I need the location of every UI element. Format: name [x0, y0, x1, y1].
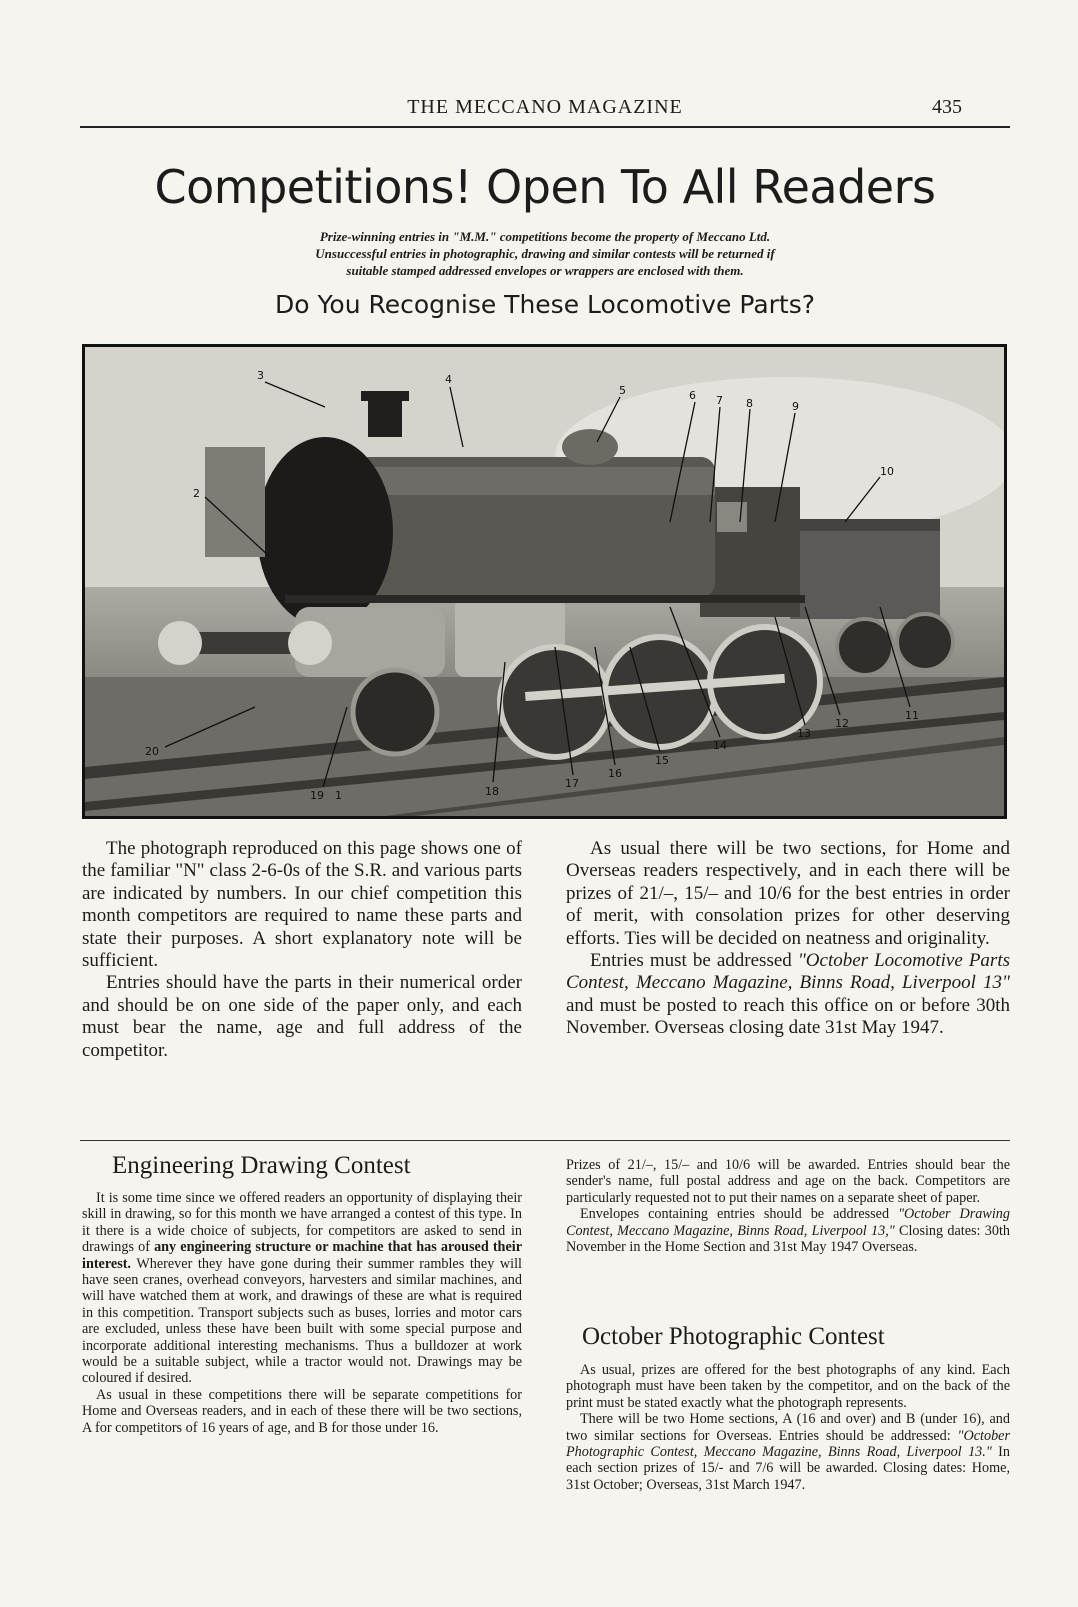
photo-label: 7 — [716, 394, 723, 407]
text-run: In each section prizes of 15/- and 7/6 will be awarded. Closing dates: Home, 31st October; Overseas, 31st March 1947. — [566, 1444, 1010, 1493]
locomotive-illustration — [85, 347, 1004, 816]
text-run: It is some time since we offered readers an opportunity of displaying their skill in drawing, so for this month we have arranged a contest of this type. In it there is a wide choice of subjects, for competitors are asked to send in drawings of — [82, 1190, 522, 1256]
paragraph: As usual, prizes are offered for the best photographs of any kind. Each photograph must have been taken by the competitor, and on the back of the print must be stated exactly what the photograph represents. — [566, 1362, 1010, 1411]
competition-rules — [130, 228, 960, 279]
text-run: Closing dates: 30th November in the Home Section and 31st May 1947 Overseas. — [566, 1222, 1010, 1256]
contest-address: "October Photographic Contest, Meccano Magazine, Binns Road, Liverpool 13." — [566, 1427, 1010, 1461]
contest-address: "October Drawing Contest, Meccano Magazine, Binns Road, Liverpool 13," — [566, 1206, 1010, 1239]
page-title: Competitions! Open To All Readers — [154, 160, 936, 214]
paragraph: Entries should have the parts in their numerical order and should be on one side of the paper only, and each must bear the name, age and full address of the competitor. — [82, 972, 522, 1061]
text-run: and must be posted to reach this office on or before 30th November. Overseas closing date 31st May 1947. — [566, 994, 1010, 1039]
photo-label: 9 — [792, 400, 799, 413]
text-run: There will be two Home sections, A (16 and over) and B (under 16), and two similar sections for Overseas. Entries should be addressed: — [566, 1411, 1010, 1444]
photo-label: 2 — [193, 487, 200, 500]
magazine-name: THE MECCANO MAGAZINE — [407, 96, 683, 118]
paragraph — [566, 1411, 1010, 1493]
subject-emphasis: any engineering structure or machine that has aroused their interest. — [82, 1239, 522, 1272]
rules-line: suitable stamped addressed envelopes or wrappers are enclosed with them. — [346, 263, 744, 278]
photo-label: 13 — [797, 727, 811, 740]
paragraph: As usual in these competitions there will be separate competitions for Home and Overseas readers, and in each of these there will be two sections, A for competitors of 16 years of age, and B for those under 16. — [82, 1386, 522, 1436]
photo-label: 3 — [257, 369, 264, 382]
photo-label: 5 — [619, 384, 626, 397]
paragraph — [566, 1206, 1010, 1255]
locomotive-contest-right-column — [566, 838, 1010, 1040]
locomotive-photo — [82, 344, 1007, 819]
photo-label: 18 — [485, 785, 499, 798]
drawing-contest-title: Engineering Drawing Contest — [112, 1152, 411, 1179]
locomotive-contest-left-column — [82, 838, 522, 1062]
photo-label: 19 — [310, 789, 324, 802]
page-number: 435 — [932, 96, 962, 118]
photo-label: 6 — [689, 389, 696, 402]
paragraph: As usual there will be two sections, for Home and Overseas readers respectively, and in each there will be prizes of 21/–, 15/– and 10/6 for the best entries in order of merit, with consolation prizes for other deserving efforts. Ties will be decided on neatness and originality. — [566, 838, 1010, 949]
photo-contest-column — [566, 1362, 1010, 1493]
photo-label: 20 — [145, 745, 159, 758]
photo-label: 8 — [746, 397, 753, 410]
photo-label: 12 — [835, 717, 849, 730]
drawing-contest-right-column — [566, 1157, 1010, 1255]
text-run: Envelopes containing entries should be addressed — [580, 1206, 899, 1223]
paragraph — [566, 950, 1010, 1040]
photo-label: 11 — [905, 709, 919, 722]
photo-label: 15 — [655, 754, 669, 767]
photo-label: 1 — [335, 789, 342, 802]
rules-line: Prize-winning entries in "M.M." competitions become the property of Meccano Ltd. — [319, 229, 771, 244]
section-divider — [80, 1140, 1010, 1141]
photo-label: 10 — [880, 465, 894, 478]
photo-label: 16 — [608, 767, 622, 780]
photo-label: 17 — [565, 777, 579, 790]
contest-address: "October Locomotive Parts Contest, Meccano Magazine, Binns Road, Liverpool 13" — [566, 950, 1010, 994]
text-run: Entries must be addressed — [590, 950, 798, 972]
locomotive-contest-title: Do You Recognise These Locomotive Parts? — [274, 290, 816, 319]
rules-line: Unsuccessful entries in photographic, drawing and similar contests will be returned if — [315, 246, 775, 261]
paragraph: The photograph reproduced on this page shows one of the familiar "N" class 2-6-0s of the S.R. and various parts are indicated by numbers. In our chief competition this month competitors are required to name these parts and state their purposes. A short explanatory note will be sufficient. — [82, 838, 522, 972]
photo-contest-title: October Photographic Contest — [582, 1323, 885, 1350]
running-head — [80, 96, 1010, 128]
drawing-contest-left-column — [82, 1190, 522, 1436]
photo-label: 14 — [713, 739, 727, 752]
photo-label: 4 — [445, 373, 452, 386]
paragraph: Prizes of 21/–, 15/– and 10/6 will be awarded. Entries should bear the sender's name, full postal address and age on the back. Competitors are particularly requested not to put their names on a separate sheet of paper. — [566, 1157, 1010, 1206]
text-run: Wherever they have gone during their summer rambles they will have seen cranes, overhead conveyors, harvesters and similar machines, and will have watched them at work, and drawings of these are what is required in this competition. Transport subjects such as buses, lorries and motor cars are excluded, unless these have been built with some special purpose and incorporate additional interesting mechanisms. Thus a bulldozer at work would be a suitable subject, while a tractor would not. Drawings may be coloured if desired. — [82, 1255, 522, 1387]
paragraph — [82, 1190, 522, 1387]
